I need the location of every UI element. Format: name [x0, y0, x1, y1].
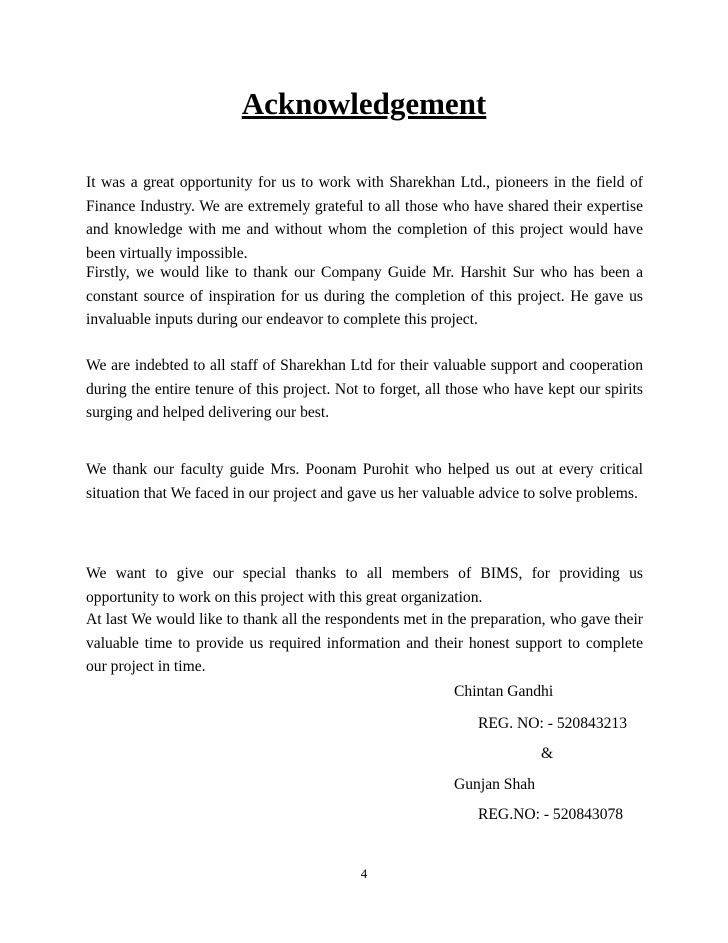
paragraph-5: We want to give our special thanks to all members of BIMS, for providing us opportunity to work on this project with this great organization. [86, 565, 643, 606]
signatory-reg-1: REG. NO: - 520843213 [478, 715, 628, 732]
page-title: Acknowledgement [241, 86, 487, 121]
page-number: 4 [360, 866, 368, 881]
paragraph-2: Firstly, we would like to thank our Company Guide Mr. Harshit Sur who has been a constant source of inspiration for us during the completion of this project. He gave us invaluable inputs during our endeavor to complete this project. [86, 264, 643, 328]
signatory-reg-2: REG.NO: - 520843078 [478, 806, 624, 823]
paragraph-4: We thank our faculty guide Mrs. Poonam Purohit who helped us out at every critical situation that We faced in our project and gave us her valuable advice to solve problems. [86, 461, 643, 502]
signatory-name-2: Gunjan Shah [454, 776, 535, 793]
signatory-separator: & [541, 745, 554, 762]
paragraph-6: At last We would like to thank all the respondents met in the preparation, who gave their valuable time to provide us required information and their honest support to complete our project in time. [86, 611, 643, 675]
paragraph-1: It was a great opportunity for us to work with Sharekhan Ltd., pioneers in the field of Finance Industry. We are extremely grateful to all those who have shared their expertise and knowledge with me and without whom the completion of this project would have been virtually impossible. [86, 174, 643, 262]
paragraph-3: We are indebted to all staff of Sharekhan Ltd for their valuable support and cooperation during the entire tenure of this project. Not to forget, all those who have kept our spirits surging and helped delivering our best. [86, 357, 643, 421]
signatory-name-1: Chintan Gandhi [454, 683, 554, 700]
